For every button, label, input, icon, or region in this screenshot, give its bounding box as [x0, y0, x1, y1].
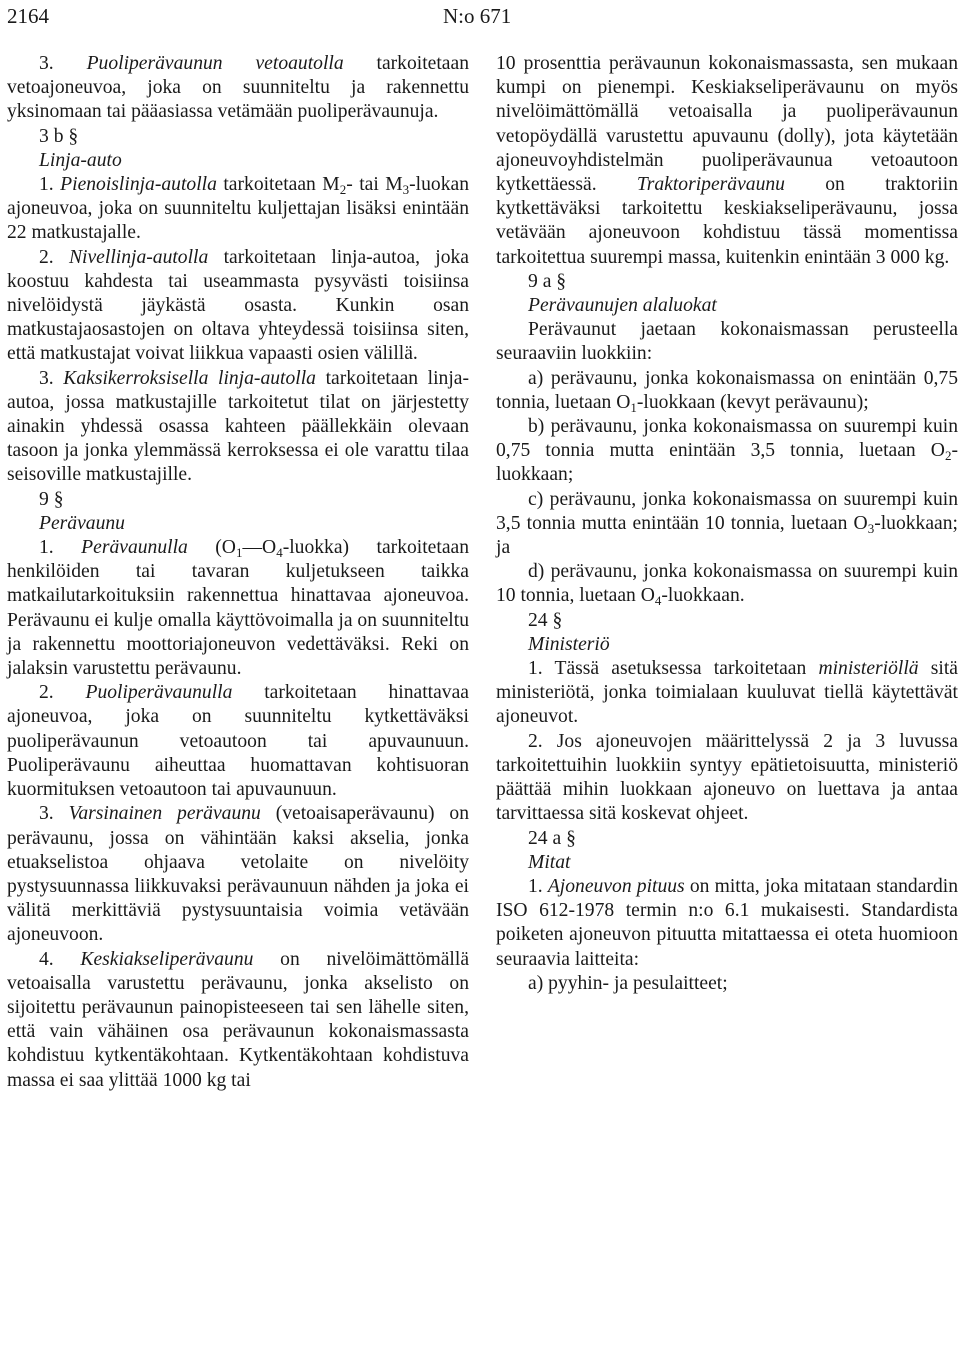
paragraph-4-keskiakseliperavaunu: 4. Keskiakseliperävaunu on nivelöimättömällä vetoaisalla varustettu perävaunu, jonka akselisto on sijoitettu perävaunun painopisteeseen tai sen lähelle siten, että vain vähäinen osa perävaunun kokonaismassasta kohdistuu kytkentäkohtaan. Kytkentäkohtaan kohdistuva massa ei saa ylittää 1000 kg tai	[7, 948, 470, 1091]
right-column	[496, 52, 958, 996]
paragraph-3-puoliperavaunun-vetoauto: 3. Puoliperävaunun vetoautolla tarkoitetaan vetoajoneuvoa, joka on suunniteltu ja rakennettu yksinomaan tai pääasiassa vetämään puoliperävaunuja.	[7, 53, 469, 123]
section-title-linja-auto: Linja-auto	[39, 149, 122, 171]
paragraph-3-kaksikerroksinen-linja-auto: 3. Kaksikerroksisella linja-autolla tarkoitetaan linja-autoa, jossa matkustajille tarkoitetut tilat on järjestetty ainakin yhdessä osassa kahteen päällekkäin olevaan tasoon ja jonka ylemmässä kerroksessa ei ole varattu tilaa seisoville matkustajille.	[7, 367, 470, 486]
paragraph-2-nivellinja-auto: 2. Nivellinja-autolla tarkoitetaan linja-autoa, joka koostuu kahdesta tai useammasta pysyvästi toisiinsa nivelöidystä jäykästä osasta. Kunkin osan matkustajaosastojen on oltava yhteydessä toisiinsa siten, että matkustajat voivat liikkua vapaasti osien välillä.	[7, 246, 469, 365]
section-title-mitat: Mitat	[528, 851, 571, 873]
defined-term: Puoliperävaunun vetoautolla	[86, 53, 344, 74]
section-number-9a: 9 a §	[528, 270, 567, 292]
paragraph-1-ministerio: 1. Tässä asetuksessa tarkoitetaan ministeriöllä sitä ministeriötä, jonka toimialaan kuuluvat tiellä käytettävät ajoneuvot.	[496, 658, 958, 728]
paragraph-intro-luokat: Perävaunut jaetaan kokonaismassan perusteella seuraaviin luokkiin:	[496, 319, 958, 365]
defined-term: Traktoriperävaunu	[636, 174, 785, 196]
paragraph-continuation: 10 prosenttia perävaunun kokonaismassasta, sen mukaan kumpi on pienempi. Keskiakseliperävaunu on myös nivelöimättömällä vetoaisalla ja puoliperävaunun vetopöydällä varustettu apuvaunu (dolly), jota käytetään ajoneuvoyhdistelmän puoliperävaunua vetoautoon kytkettäessä. Traktoriperävaunu on traktoriin kytkettäväksi tarkoitettu keskiakseliperävaunu, jossa vetävään ajoneuvoon kohdistuu tässä momentissa tarkoitettua suurempi massa, kuitenkin enintään 3 000 kg.	[496, 53, 958, 268]
page-header	[0, 0, 960, 36]
list-item-c: c) perävaunu, jonka kokonaismassa on suurempi kuin 3,5 tonnia mutta enintään 10 tonnia, luetaan $O_3$-luokkaan; ja	[496, 488, 958, 559]
list-item-a: a) perävaunu, jonka kokonaismassa on enintään 0,75 tonnia, luetaan $O_1$-luokkaan (kevyt perävaunu);	[496, 367, 958, 415]
list-item-b: b) perävaunu, jonka kokonaismassa on suurempi kuin 0,75 tonnia mutta enintään 3,5 tonnia, luetaan $O_2$-luokkaan;	[496, 416, 958, 486]
section-title-peravaunu: Perävaunu	[39, 512, 125, 534]
section-title-ministerio: Ministeriö	[528, 633, 610, 655]
list-item-d: d) perävaunu, jonka kokonaismassa on suurempi kuin 10 tonnia, luetaan $O_4$-luokkaan.	[496, 561, 958, 609]
page-number: 2164	[7, 4, 49, 28]
section-number-24a: 24 a §	[528, 827, 576, 849]
issue-number: N:o 671	[443, 4, 512, 28]
defined-term: Nivellinja-autolla	[68, 246, 209, 268]
paragraph-1-ajoneuvon-pituus: 1. Ajoneuvon pituus on mitta, joka mitataan standardin ISO 612-1978 termin n:o 6.1 mukaisesti. Standardista poiketen ajoneuvon pituutta mitattaessa ei oteta huomioon seuraavia laitteita:	[496, 875, 958, 970]
paragraph-1-peravaunu: 1. Perävaunulla $(O_1—O_4-luokka)$ tarkoitetaan henkilöiden tai tavaran kuljetukseen taikka matkailutarkoituksiin rakennettua hinattavaa ajoneuvoa. Perävaunu ei kulje omalla käyttövoimalla ja on suunniteltu ja rakennettu moottoriajoneuvon vedettäväksi. Reki on jalaksin varustettu perävaunu.	[7, 537, 470, 680]
list-item-a-pyyhin: a) pyyhin- ja pesulaitteet;	[528, 972, 728, 994]
paragraph-1-pienoislinja-auto: 1. Pienoislinja-autolla tarkoitetaan $M_2-$ tai $M_3$-luokan ajoneuvoa, joka on suunniteltu kuljettajan lisäksi enintään 22 matkustajalle.	[7, 174, 470, 244]
section-number-9: 9 §	[39, 488, 64, 510]
defined-term: Puoliperävaunulla	[85, 682, 233, 704]
defined-term: ministeriöllä	[818, 658, 919, 680]
defined-term: Ajoneuvon pituus	[547, 875, 685, 897]
paragraph-2-puoliperavaunu: 2. Puoliperävaunulla tarkoitetaan hinattavaa ajoneuvoa, joka on suunniteltu kytkettäväksi puoliperävaunun vetoautoon tai apuvaunuun. Puoliperävaunu aiheuttaa huomattavan kohtisuoran kuormituksen vetoautoon tai apuvaunuun.	[7, 682, 469, 801]
defined-term: Pienoislinja-autolla	[60, 174, 217, 196]
section-number-24: 24 §	[528, 609, 563, 631]
defined-term: Kaksikerroksisella linja-autolla	[63, 367, 316, 389]
defined-term: Perävaunulla	[81, 537, 188, 559]
section-number-3b: 3 b §	[39, 125, 79, 147]
section-title-peravaunujen-alaluokat: Perävaunujen alaluokat	[528, 295, 717, 317]
paragraph-3-varsinainen-peravaunu: 3. Varsinainen perävaunu (vetoaisaperävaunu) on perävaunu, jossa on vähintään kaksi akselia, jonka etuakselistoa ohjaava vetolaite on nivelöity pystysuunnassa liikkuvaksi perävaunuun nähden ja joka ei välitä merkittäviä pystysuuntaisia voimia vetävään ajoneuvoon.	[7, 803, 469, 946]
paragraph-2-epatietoisuus: 2. Jos ajoneuvojen määrittelyssä 2 ja 3 luvussa tarkoitettuihin luokkiin syntyy epätietoisuutta, ministeriö päättää mihin luokkaan ajoneuvo on luettava ja antaa tarvittaessa sitä koskevat ohjeet.	[496, 730, 958, 825]
left-column	[7, 52, 469, 1093]
defined-term: Varsinainen perävaunu	[68, 803, 261, 825]
defined-term: Keskiakseliperävaunu	[80, 948, 254, 970]
